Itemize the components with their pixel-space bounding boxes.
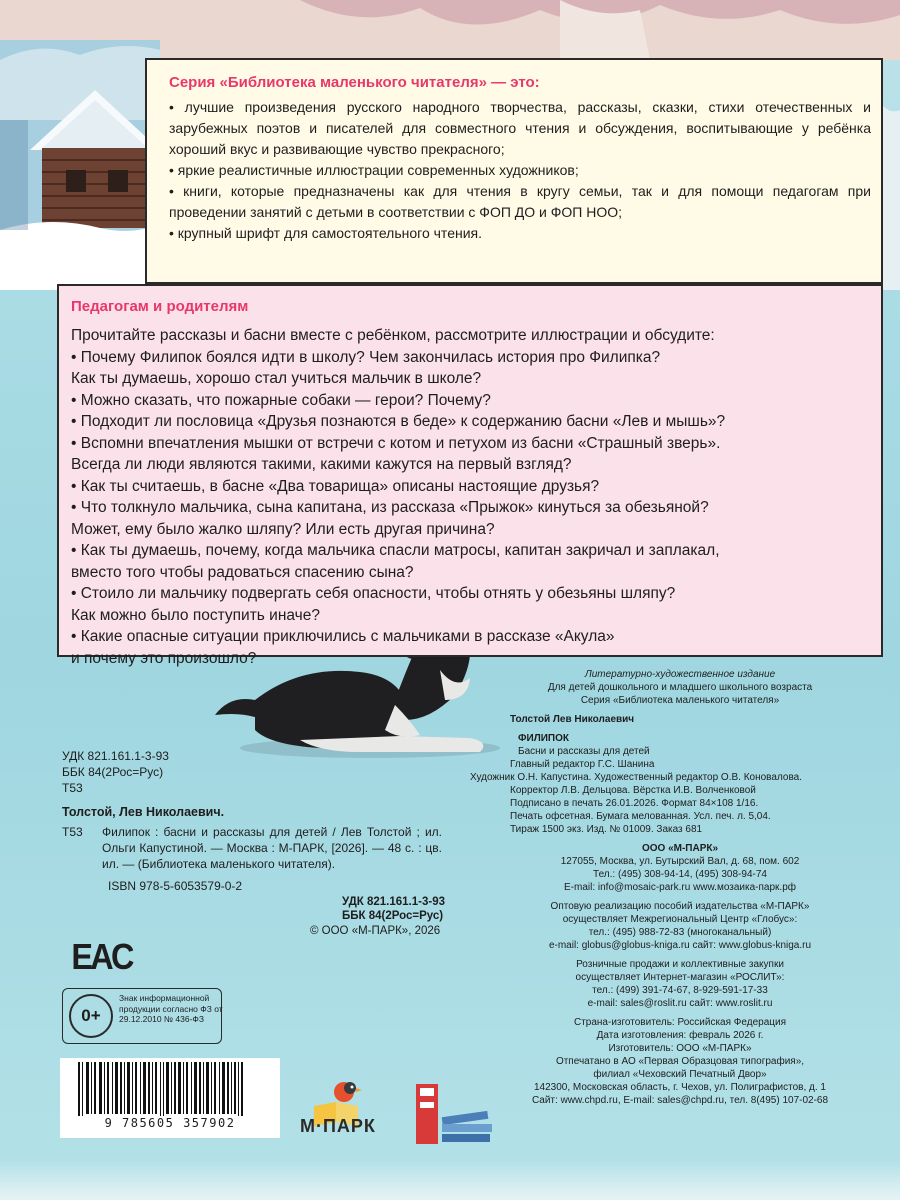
bbk-code-2: ББК 84(2Рос=Рус) <box>342 910 444 922</box>
imprint-line: e-mail: sales@roslit.ru сайт: www.roslit.ru <box>587 998 773 1009</box>
imprint-line: Литературно-художественное издание <box>584 669 776 680</box>
question-line: Как ты думаешь, хорошо стал учиться мальчик в школе? <box>71 370 482 387</box>
imprint-line: Дата изготовления: февраль 2026 г. <box>596 1030 764 1041</box>
age-rating-note: Знак информационной продукции согласно ФЗ от 29.12.2010 № 436-ФЗ <box>119 993 223 1024</box>
page-edge <box>0 1160 900 1200</box>
copyright: © ООО «М-ПАРК», 2026 <box>310 925 441 937</box>
imprint-line: 142300, Московская область, г. Чехов, ул. Полиграфистов, д. 1 <box>534 1082 826 1093</box>
imprint-line: филиал «Чеховский Печатный Двор» <box>593 1069 767 1080</box>
imprint-line: Серия «Библиотека маленького читателя» <box>580 695 780 706</box>
bib-author: Толстой, Лев Николаевич. <box>62 805 225 819</box>
imprint-line: 127055, Москва, ул. Бутырский Вал, д. 68, пом. 602 <box>560 856 800 867</box>
imprint-line: тел.: (495) 988-72-83 (многоканальный) <box>588 927 772 938</box>
imprint-line: Подписано в печать 26.01.2026. Формат 84×108 1/16. <box>510 798 759 809</box>
imprint-line: Басни и рассказы для детей <box>518 746 650 757</box>
imprint-line: Толстой Лев Николаевич <box>510 714 635 725</box>
question-line: • Подходит ли пословица «Друзья познаются в беде» к содержанию басни «Лев и мышь»? <box>71 413 726 430</box>
imprint-line: ООО «М-ПАРК» <box>641 843 719 854</box>
imprint-line: Изготовитель: ООО «М-ПАРК» <box>608 1043 752 1054</box>
snowy-log-cabin-illustration <box>0 40 160 290</box>
question-line: • Какие опасные ситуации приключились с мальчиками в рассказе «Акула» <box>71 628 615 645</box>
author-code: Т53 <box>62 781 83 795</box>
question-line: • Что толкнуло мальчика, сына капитана, из рассказа «Прыжок» кинуться за обезьяной? <box>71 499 709 516</box>
imprint-line: E-mail: info@mosaic-park.ru www.мозаика-парк.рф <box>564 882 796 893</box>
question-line: • Почему Филипок боялся идти в школу? Чем закончилась история про Филипка? <box>71 348 661 366</box>
bib-desc-text: Филипок : басни и рассказы для детей / Лев Толстой ; ил. Ольги Капустиной. — Москва : М-ПАРК, [2026]. — 48 с. : цв. ил. — (Библиотека маленького читателя). <box>102 825 442 871</box>
imprint-line: Тираж 1500 экз. Изд. № 01009. Заказ 681 <box>510 824 703 835</box>
question-line: вместо того чтобы радоваться спасению сына? <box>71 563 414 581</box>
series-item: • книги, которые предназначены как для чтения в кругу семьи, так и для помощи педагогам при проведении занятий с детьми в соответствии с ФОП ДО и ФОП НОО; <box>169 183 871 220</box>
m-park-label: М·ПАРК <box>300 1116 376 1136</box>
question-line: и почему это произошло? <box>71 649 257 667</box>
series-item: • крупный шрифт для самостоятельного чтения. <box>169 225 482 241</box>
imprint-line: Для детей дошкольного и младшего школьного возраста <box>547 682 813 693</box>
imprint-line: Оптовую реализацию пособий издательства «М-ПАРК» <box>550 901 810 912</box>
barcode-digits: 9 785605 357902 <box>60 1116 280 1130</box>
imprint-line: Печать офсетная. Бумага мелованная. Усл. печ. л. 5,04. <box>510 811 771 822</box>
bib-code: Т53 <box>62 825 83 839</box>
bibliographic-record <box>62 748 442 894</box>
question-line: • Как ты считаешь, в басне «Два товарища» описаны настоящие друзья? <box>71 477 600 495</box>
question-line: • Как ты думаешь, почему, когда мальчика спасли матросы, капитан закричал и заплакал, <box>71 542 720 559</box>
age-rating: 0+ <box>69 994 113 1038</box>
imprint-line: осуществляет Межрегиональный Центр «Глобус»: <box>562 914 798 925</box>
udk-bbk-repeat <box>342 895 445 923</box>
parents-intro: Прочитайте рассказы и басни вместе с ребёнком, рассмотрите иллюстрации и обсудите: <box>71 327 715 344</box>
udk-code: УДК 821.161.1-3-93 <box>62 749 169 763</box>
imprint-line: Отпечатано в АО «Первая Образцовая типография», <box>555 1056 805 1067</box>
question-line: Всегда ли люди являются такими, какими кажутся на первый взгляд? <box>71 456 572 473</box>
eac-mark-icon: EAC <box>71 936 132 977</box>
isbn: ISBN 978-5-6053579-0-2 <box>108 879 243 893</box>
bib-description <box>62 824 442 872</box>
imprint-line: Главный редактор Г.С. Шанина <box>510 759 655 770</box>
parents-info-box <box>57 284 883 667</box>
imprint-line: Страна-изготовитель: Российская Федерация <box>573 1017 786 1028</box>
imprint-line: e-mail: globus@globus-kniga.ru сайт: www.globus-kniga.ru <box>548 940 812 951</box>
series-item: • лучшие произведения русского народного творчества, рассказы, сказки, стихи отечественных и зарубежных поэтов и писателей для совместного чтения и обсуждения, воспитывающие у ребёнка хороший вкус и развивающие чувство прекрасного; <box>169 99 871 157</box>
question-list <box>71 347 871 670</box>
udk-code-2: УДК 821.161.1-3-93 <box>342 896 445 908</box>
parents-title: Педагогам и родителям <box>71 298 249 315</box>
imprint-line: тел.: (499) 391-74-67, 8-929-591-17-33 <box>592 985 768 996</box>
question-line: Как можно было поступить иначе? <box>71 606 320 624</box>
bbk-code: ББК 84(2Рос=Рус) <box>62 765 164 779</box>
series-info-box <box>145 58 883 284</box>
imprint-line: Корректор Л.В. Дельцова. Вёрстка И.В. Волченковой <box>510 785 756 796</box>
question-line: Может, ему было жалко шляпу? Или есть другая причина? <box>71 520 495 538</box>
question-line: • Можно сказать, что пожарные собаки — герои? Почему? <box>71 391 491 409</box>
age-rating-box <box>62 988 222 1044</box>
series-list <box>169 97 871 244</box>
series-item: • яркие реалистичные иллюстрации современных художников; <box>169 162 579 178</box>
imprint-line: Сайт: www.chpd.ru, E-mail: sales@chpd.ru, тел. 8(495) 107-02-68 <box>531 1095 829 1106</box>
series-title: Серия «Библиотека маленького читателя» — это: <box>169 74 540 91</box>
imprint-block <box>470 668 890 1107</box>
imprint-line: Розничные продажи и коллективные закупки <box>576 959 784 970</box>
question-line: • Стоило ли мальчику подвергать себя опасности, чтобы отнять у обезьяны шляпу? <box>71 585 676 602</box>
imprint-line: осуществляет Интернет-магазин «РОСЛИТ»: <box>575 972 785 983</box>
imprint-line: ФИЛИПОК <box>518 733 569 744</box>
question-line: • Вспомни впечатления мышки от встречи с котом и петухом из басни «Страшный зверь». <box>71 434 721 452</box>
imprint-line: Тел.: (495) 308-94-14, (495) 308-94-74 <box>593 869 767 880</box>
imprint-line: Художник О.Н. Капустина. Художественный редактор О.В. Коновалова. <box>470 772 802 783</box>
